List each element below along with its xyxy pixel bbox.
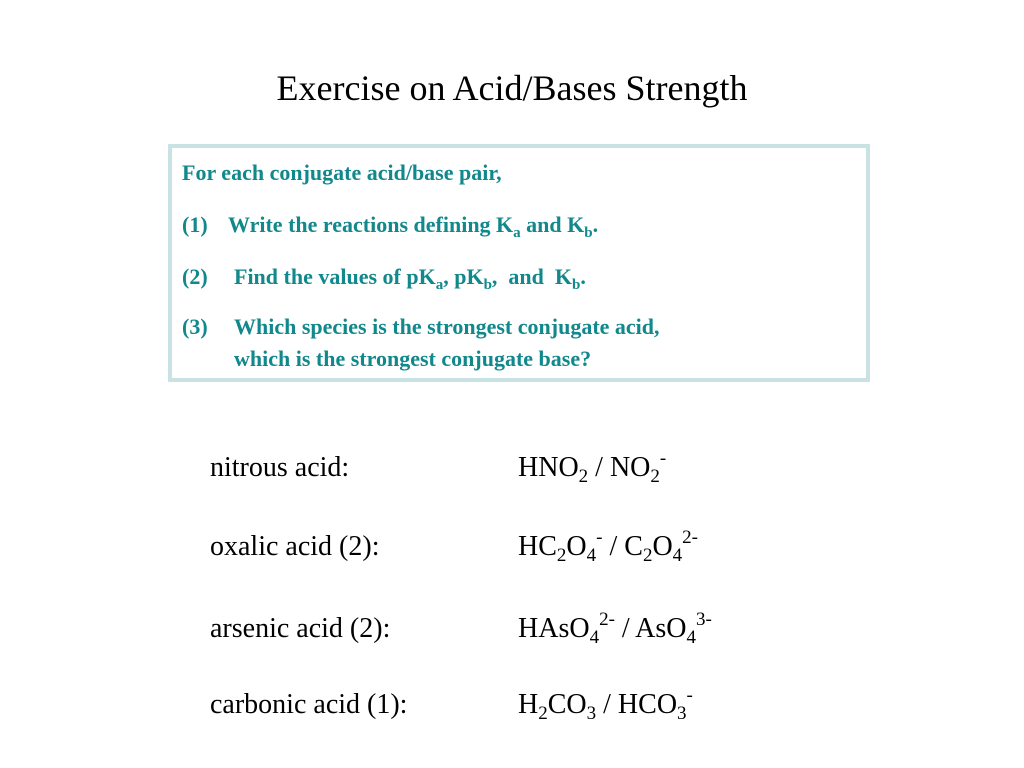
instruction-text: , pK bbox=[443, 264, 484, 289]
instruction-text: . bbox=[580, 264, 586, 289]
subscript: a bbox=[513, 225, 521, 241]
pair-name: oxalic acid (2): bbox=[210, 531, 380, 562]
page-title: Exercise on Acid/Bases Strength bbox=[276, 68, 748, 108]
pair-row bbox=[210, 527, 910, 567]
pair-formula: $H_2CO_3 / HCO_3^-$ bbox=[518, 685, 693, 724]
instruction-text: Which species is the strongest conjugate acid, bbox=[234, 314, 660, 339]
instruction-text: Write the reactions defining K bbox=[228, 212, 514, 237]
instructions-intro: For each conjugate acid/base pair, bbox=[182, 160, 502, 185]
pair-name: nitrous acid: bbox=[210, 452, 350, 483]
instruction-text: and K bbox=[520, 212, 585, 237]
pair-formula: $HC_2O_4^- / C_2O_4^{2-}$ bbox=[518, 527, 698, 566]
pair-row bbox=[210, 609, 910, 649]
pair-row bbox=[210, 448, 910, 488]
pair-formula: HAsO$_4^{2-}$ / AsO$_4^{3-}$ bbox=[518, 609, 712, 648]
instruction-text: Find the values of pK bbox=[234, 264, 436, 289]
subscript: a bbox=[435, 277, 444, 293]
subscript: b bbox=[483, 277, 492, 293]
pair-name: arsenic acid (2): bbox=[210, 613, 391, 644]
instruction-text: . bbox=[592, 212, 599, 237]
pair-formula: $HNO_2 / NO_2^-$ bbox=[518, 448, 667, 487]
instruction-text: , and K bbox=[491, 264, 572, 289]
pair-name: carbonic acid (1): bbox=[210, 689, 408, 720]
subscript: b bbox=[572, 277, 581, 293]
pair-row bbox=[210, 685, 910, 725]
instruction-number: (3) bbox=[182, 314, 208, 339]
instruction-item-3-continued: which is the strongest conjugate base? bbox=[234, 346, 592, 371]
subscript: b bbox=[584, 225, 593, 241]
instruction-number: (1) bbox=[182, 212, 208, 237]
instruction-number: (2) bbox=[182, 264, 208, 289]
